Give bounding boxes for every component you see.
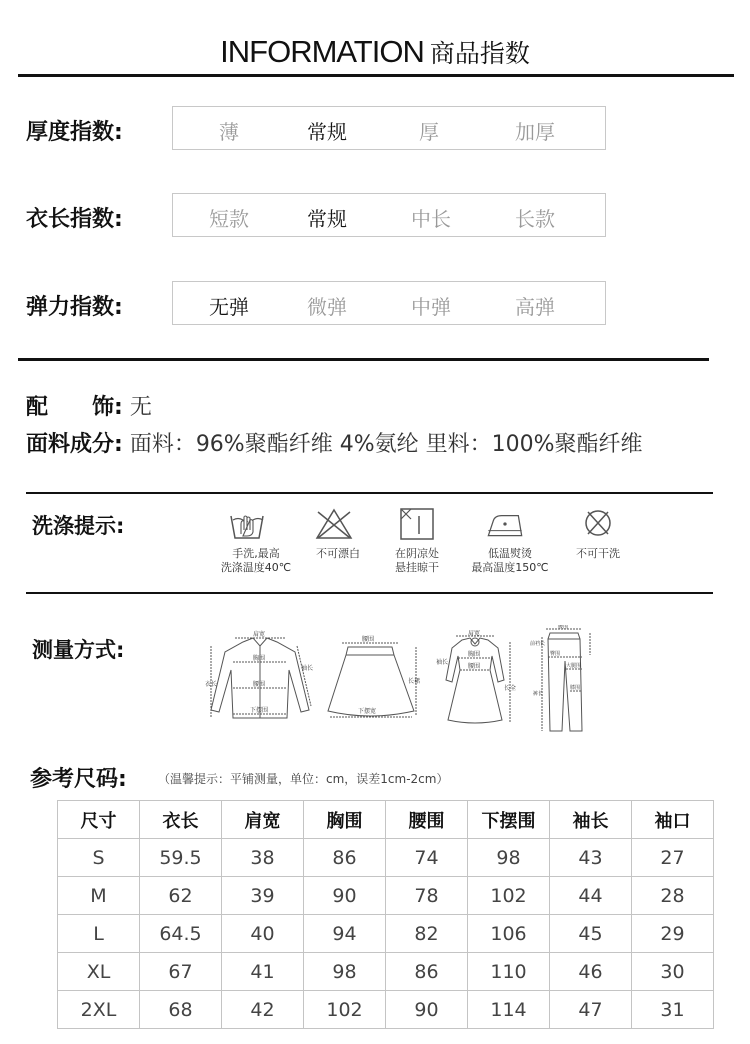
thickness-index-scale <box>172 106 606 150</box>
svg-text:下摆宽: 下摆宽 <box>358 708 377 715</box>
table-cell: S <box>58 839 140 877</box>
page-title-en: INFORMATION <box>220 34 424 69</box>
title-divider <box>18 74 734 77</box>
table-cell: XL <box>58 953 140 991</box>
table-cell: 38 <box>222 839 304 877</box>
elasticity-index-scale <box>172 281 606 325</box>
table-cell: 64.5 <box>140 915 222 953</box>
fabric-line <box>26 427 643 458</box>
table-cell: 106 <box>468 915 550 953</box>
dress-diagram <box>432 630 518 728</box>
size-table-note: （温馨提示：平铺测量，单位：cm，误差1cm-2cm） <box>158 772 449 786</box>
scale-option: 短款 <box>209 207 249 231</box>
svg-text:胸围: 胸围 <box>253 655 266 662</box>
svg-text:袖长: 袖长 <box>301 665 314 672</box>
accessory-line <box>26 390 152 421</box>
table-header-cell: 袖口 <box>632 801 714 839</box>
washing-label: 洗涤提示: <box>32 514 125 538</box>
scale-option: 中弹 <box>411 295 451 319</box>
no-dry-clean-text: 不可干洗 <box>576 547 620 560</box>
table-cell: 102 <box>304 991 386 1029</box>
table-cell: 68 <box>140 991 222 1029</box>
shirt-diagram <box>205 630 315 725</box>
index-divider <box>18 358 709 361</box>
table-cell: 94 <box>304 915 386 953</box>
table-header-cell: 肩宽 <box>222 801 304 839</box>
elasticity-index-label: 弹力指数: <box>26 295 123 320</box>
low-iron-text: 低温熨烫 最高温度150℃ <box>471 547 549 574</box>
table-cell: M <box>58 877 140 915</box>
svg-text:腰围: 腰围 <box>362 636 375 643</box>
table-cell: 90 <box>386 991 468 1029</box>
accessory-label: 配 饰: <box>26 395 123 420</box>
table-cell: 46 <box>550 953 632 991</box>
table-cell: 82 <box>386 915 468 953</box>
table-row <box>58 991 714 1029</box>
table-header-row <box>58 801 714 839</box>
table-cell: 40 <box>222 915 304 953</box>
table-cell: 31 <box>632 991 714 1029</box>
accessory-value: 无 <box>129 395 152 420</box>
table-header-cell: 衣长 <box>140 801 222 839</box>
scale-option: 微弹 <box>307 295 347 319</box>
no-bleach-text: 不可漂白 <box>316 547 360 560</box>
thickness-index-label: 厚度指数: <box>26 120 123 145</box>
pants-diagram <box>530 625 610 737</box>
table-cell: 110 <box>468 953 550 991</box>
skirt-diagram <box>322 635 420 725</box>
table-cell: 98 <box>468 839 550 877</box>
length-index-scale <box>172 193 606 237</box>
scale-option-selected: 常规 <box>307 207 347 231</box>
table-cell: 62 <box>140 877 222 915</box>
svg-text:臀围: 臀围 <box>550 651 561 657</box>
svg-text:长全: 长全 <box>504 685 517 692</box>
table-cell: 42 <box>222 991 304 1029</box>
page-title <box>0 34 750 70</box>
scale-option: 长款 <box>515 207 555 231</box>
table-cell: 27 <box>632 839 714 877</box>
size-table-label: 参考尺码: <box>30 767 127 792</box>
svg-text:袖长: 袖长 <box>436 659 449 666</box>
table-cell: 2XL <box>58 991 140 1029</box>
svg-text:长裙: 长裙 <box>408 678 420 685</box>
hand-wash-text: 手洗,最高 洗涤温度40℃ <box>220 547 292 574</box>
table-cell: 43 <box>550 839 632 877</box>
svg-text:腰围: 腰围 <box>558 625 569 630</box>
svg-text:下摆围: 下摆围 <box>250 707 269 714</box>
fabric-label: 面料成分: <box>26 432 123 457</box>
table-cell: 30 <box>632 953 714 991</box>
table-header-cell: 尺寸 <box>58 801 140 839</box>
scale-option-selected: 无弹 <box>209 295 249 319</box>
table-header-cell: 腰围 <box>386 801 468 839</box>
measure-label: 测量方式: <box>32 638 125 662</box>
fabric-value: 面料：96%聚酯纤维 4%氨纶 里料：100%聚酯纤维 <box>129 432 643 457</box>
svg-text:膝围: 膝围 <box>570 685 581 691</box>
table-cell: 86 <box>304 839 386 877</box>
svg-text:腰围: 腰围 <box>253 681 266 688</box>
size-table <box>57 800 714 1029</box>
table-cell: 86 <box>386 953 468 991</box>
table-cell: 45 <box>550 915 632 953</box>
scale-option: 加厚 <box>515 120 555 144</box>
page-title-cn: 商品指数 <box>429 39 530 68</box>
shade-dry-text: 在阴凉处 悬挂晾干 <box>395 547 439 574</box>
table-cell: 67 <box>140 953 222 991</box>
scale-option: 高弹 <box>515 295 555 319</box>
washing-divider <box>26 592 713 594</box>
table-cell: 59.5 <box>140 839 222 877</box>
table-cell: 28 <box>632 877 714 915</box>
fabric-divider <box>26 492 713 494</box>
table-cell: 29 <box>632 915 714 953</box>
table-cell: 74 <box>386 839 468 877</box>
table-cell: 98 <box>304 953 386 991</box>
svg-text:裤长: 裤长 <box>533 691 544 697</box>
table-cell: 44 <box>550 877 632 915</box>
scale-option: 中长 <box>411 207 451 231</box>
scale-option-selected: 常规 <box>307 120 347 144</box>
table-cell: 39 <box>222 877 304 915</box>
table-header-cell: 下摆围 <box>468 801 550 839</box>
table-cell: 114 <box>468 991 550 1029</box>
svg-text:大腿围: 大腿围 <box>566 663 582 669</box>
no-dry-clean-icon <box>580 506 620 542</box>
table-cell: 41 <box>222 953 304 991</box>
table-row <box>58 877 714 915</box>
table-row <box>58 953 714 991</box>
scale-option: 厚 <box>419 120 439 144</box>
table-header-cell: 胸围 <box>304 801 386 839</box>
table-cell: L <box>58 915 140 953</box>
table-cell: 47 <box>550 991 632 1029</box>
table-row <box>58 915 714 953</box>
table-cell: 78 <box>386 877 468 915</box>
shade-dry-icon <box>397 506 437 542</box>
svg-text:腰围: 腰围 <box>468 663 481 670</box>
table-cell: 90 <box>304 877 386 915</box>
svg-text:肩宽: 肩宽 <box>253 631 266 638</box>
table-row <box>58 839 714 877</box>
scale-option: 薄 <box>219 120 239 144</box>
svg-text:前裆长: 前裆长 <box>530 641 546 647</box>
svg-text:衣长: 衣长 <box>205 681 218 688</box>
table-header-cell: 袖长 <box>550 801 632 839</box>
svg-text:肩宽: 肩宽 <box>468 630 481 637</box>
low-iron-icon <box>485 506 525 542</box>
length-index-label: 衣长指数: <box>26 207 123 232</box>
svg-text:胸围: 胸围 <box>468 651 481 658</box>
table-cell: 102 <box>468 877 550 915</box>
no-bleach-icon <box>314 506 354 542</box>
hand-wash-icon <box>227 506 267 542</box>
